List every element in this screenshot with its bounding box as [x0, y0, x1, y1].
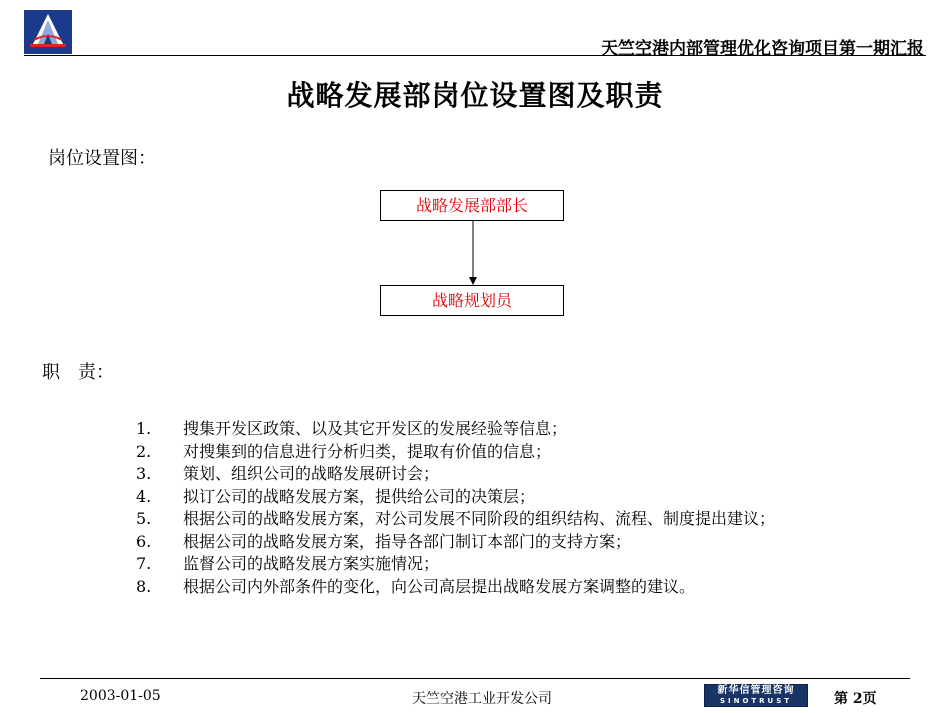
footer-company: 天竺空港工业开发公司: [412, 691, 552, 707]
list-item: 8. 根据公司内外部条件的变化，向公司高层提出战略发展方案调整的建议。: [136, 576, 696, 596]
sinotrust-logo-cn: 新华信管理咨询: [717, 685, 795, 696]
org-box-strategy-planner: 战略规划员: [380, 285, 564, 316]
org-box-department-head: 战略发展部部长: [380, 190, 564, 221]
project-title: 天竺空港内部管理优化咨询项目第一期汇报: [601, 39, 924, 59]
footer-divider: [40, 678, 910, 679]
list-item: 4. 拟订公司的战略发展方案，提供给公司的决策层；: [136, 486, 536, 506]
org-chart-label: 岗位设置图：: [48, 148, 156, 169]
duties-label: 职 责：: [42, 362, 114, 383]
page-number: 第 2页: [834, 691, 877, 707]
list-item: 2. 对搜集到的信息进行分析归类，提取有价值的信息；: [136, 441, 552, 461]
list-item: 7. 监督公司的战略发展方案实施情况；: [136, 554, 440, 573]
airport-logo-icon: [24, 10, 72, 54]
company-logo: [24, 10, 72, 54]
sinotrust-logo-en: SINOTRUST: [719, 697, 793, 705]
org-connector-arrow: [466, 221, 480, 287]
page-title: 战略发展部岗位设置图及职责: [286, 79, 664, 112]
duties-list: [136, 418, 775, 598]
footer-date: 2003-01-05: [80, 688, 161, 704]
header-divider: [24, 55, 926, 56]
list-item: 1. 搜集开发区政策、以及其它开发区的发展经验等信息；: [136, 419, 568, 438]
list-item: 3. 策划、组织公司的战略发展研讨会；: [136, 464, 440, 483]
list-item: 6. 根据公司的战略发展方案，指导各部门制订本部门的支持方案；: [136, 531, 632, 551]
list-item: 5. 根据公司的战略发展方案，对公司发展不同阶段的组织结构、流程、制度提出建议；: [136, 509, 776, 528]
sinotrust-logo: [704, 684, 808, 707]
